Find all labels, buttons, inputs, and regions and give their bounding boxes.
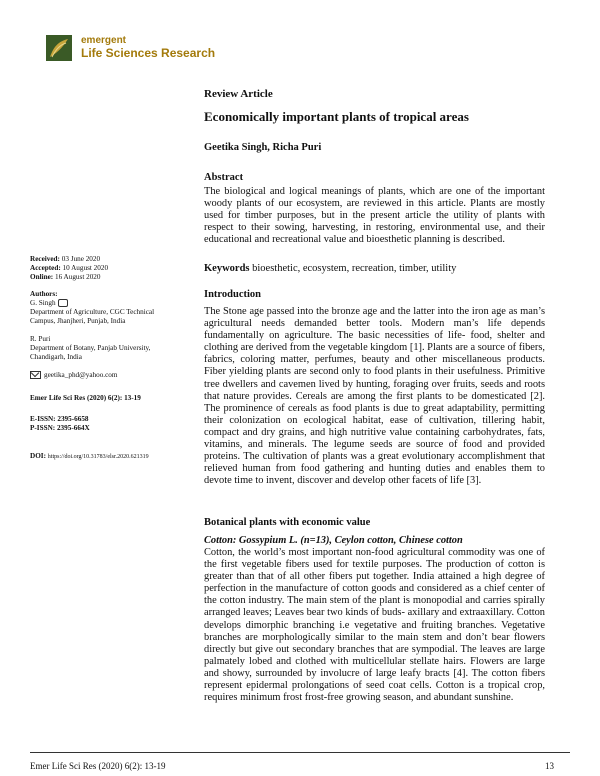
abstract-text: The biological and logical meanings of plants, which are one of the important woody plants of our ecosystem, are reviewed in this article. Plants are mostly used for timber purposes, but in the present article the utility of plants with respect to their sowing, harvesting, in restoring, environmental use, and their educational and recreational value and bioesthetic planning is described. bbox=[204, 186, 545, 246]
author1-affiliation: Department of Agriculture, CGC Technical Campus, Jhanjheri, Punjab, India bbox=[30, 308, 155, 325]
keywords-text: bioesthetic, ecosystem, recreation, timber, utility bbox=[252, 263, 457, 274]
footer-citation: Emer Life Sci Res (2020) 6(2): 13-19 bbox=[30, 761, 166, 771]
authors-label: Authors: bbox=[30, 290, 58, 298]
accepted-date: Accepted: 10 August 2020 bbox=[30, 264, 109, 272]
keywords bbox=[204, 263, 456, 274]
online-label: Online: bbox=[30, 273, 54, 281]
p-issn: P-ISSN: 2395-664X bbox=[30, 424, 90, 432]
footer-divider bbox=[30, 752, 570, 753]
journal-logo bbox=[46, 35, 72, 61]
author-list: Geetika Singh, Richa Puri bbox=[204, 142, 322, 153]
doi-link[interactable]: https://doi.org/10.31783/elsr.2020.621319 bbox=[47, 454, 149, 460]
author2-name: R. Puri bbox=[30, 335, 51, 343]
abstract-heading: Abstract bbox=[204, 172, 244, 183]
accepted-label: Accepted: bbox=[30, 264, 61, 272]
orcid-icon[interactable] bbox=[58, 299, 68, 307]
author2-affiliation: Department of Botany, Panjab University, Chandigarh, India bbox=[30, 344, 151, 361]
online-date: Online: 16 August 2020 bbox=[30, 273, 101, 281]
author1-name: G. Singh bbox=[30, 299, 190, 308]
author-email bbox=[30, 371, 190, 380]
received-date: Received: 03 June 2020 bbox=[30, 255, 101, 263]
page-number: 13 bbox=[545, 761, 554, 771]
introduction-text: The Stone age passed into the bronze age and the latter into the iron age as man’s agricultural needs demanded better tools. Modern man’s life depends fundamentally on agriculture. The basic necessities of life- food, shelter and clothing are derived from the vegetable kingdom [1]. Plants are a source of fibers, fabrics, coloring matter, perfumes, beauty and other miscellaneous products. Fiber yielding plants are second only to food plants in their usefulness. Primitive tree dwellers and cavemen lived by hunting, foraging over fruits, seeds and roots that nature provides. Cereals are among the first plants to be domesticated [2]. The prominence of cereals as food plants is due to great adaptability, permitting their colonization on ecological habitat, ease of cultivation, tillering habit, compact and dry grains, and high nutritive value containing carbohydrates, fats, vitamins, and minerals. The legume seeds are source of food and provided proteins. The cultivation of plants was a great evolutionary accomplishment that relieved human from food gathering and hunting duties and enables them to devote time to invent, discover and develop other facets of life [3]. bbox=[204, 306, 545, 487]
mail-icon bbox=[30, 371, 41, 379]
journal-name-line2: Life Sciences Research bbox=[81, 46, 216, 60]
email-link[interactable]: geetika_phd@yahoo.com bbox=[44, 371, 118, 379]
article-title: Economically important plants of tropical areas bbox=[204, 109, 469, 124]
doi-label: DOI: bbox=[30, 452, 46, 460]
botanical-heading: Botanical plants with economic value bbox=[204, 517, 371, 528]
cotton-subheading: Cotton: Gossypium L. (n=13), Ceylon cotton, Chinese cotton bbox=[204, 535, 463, 546]
keywords-label: Keywords bbox=[204, 263, 250, 274]
e-issn: E-ISSN: 2395-6658 bbox=[30, 415, 89, 423]
cotton-text: Cotton, the world’s most important non-food agricultural commodity was one of the first vegetable fibers used for textile purposes. The production of cotton is greater than that of all other fibers put together. India attained a high degree of perfection in the manufacture of cotton goods and considered as a chief center of the cotton industry. The main stem of the plant is monopodial and carries spirally arranged leaves; Leaves bear two kinds of buds- axillary and extraaxillary. Cotton develops dimorphic branching i.e vegetative and fruiting branches. Vegetative branches are morphologically similar to the main stem and don’t bear flowers directly but give out secondary branches that are sympodial. The leaves are large palmately lobed and clothed with multicellular stellate hairs. Flowers are large and showy, surrounded by involucre of large leafy bracts [4]. The cotton fibers represent epidermal prolongations of seed coat cells. Cotton is a tropical crop, requires minimum frost frost-free growing season, and abundant sunshine. bbox=[204, 547, 545, 704]
article-type: Review Article bbox=[204, 88, 273, 100]
journal-name-line1: emergent bbox=[81, 35, 127, 46]
doi bbox=[30, 452, 200, 462]
introduction-heading: Introduction bbox=[204, 289, 261, 300]
received-label: Received: bbox=[30, 255, 60, 263]
journal-citation: Emer Life Sci Res (2020) 6(2): 13-19 bbox=[30, 394, 141, 402]
